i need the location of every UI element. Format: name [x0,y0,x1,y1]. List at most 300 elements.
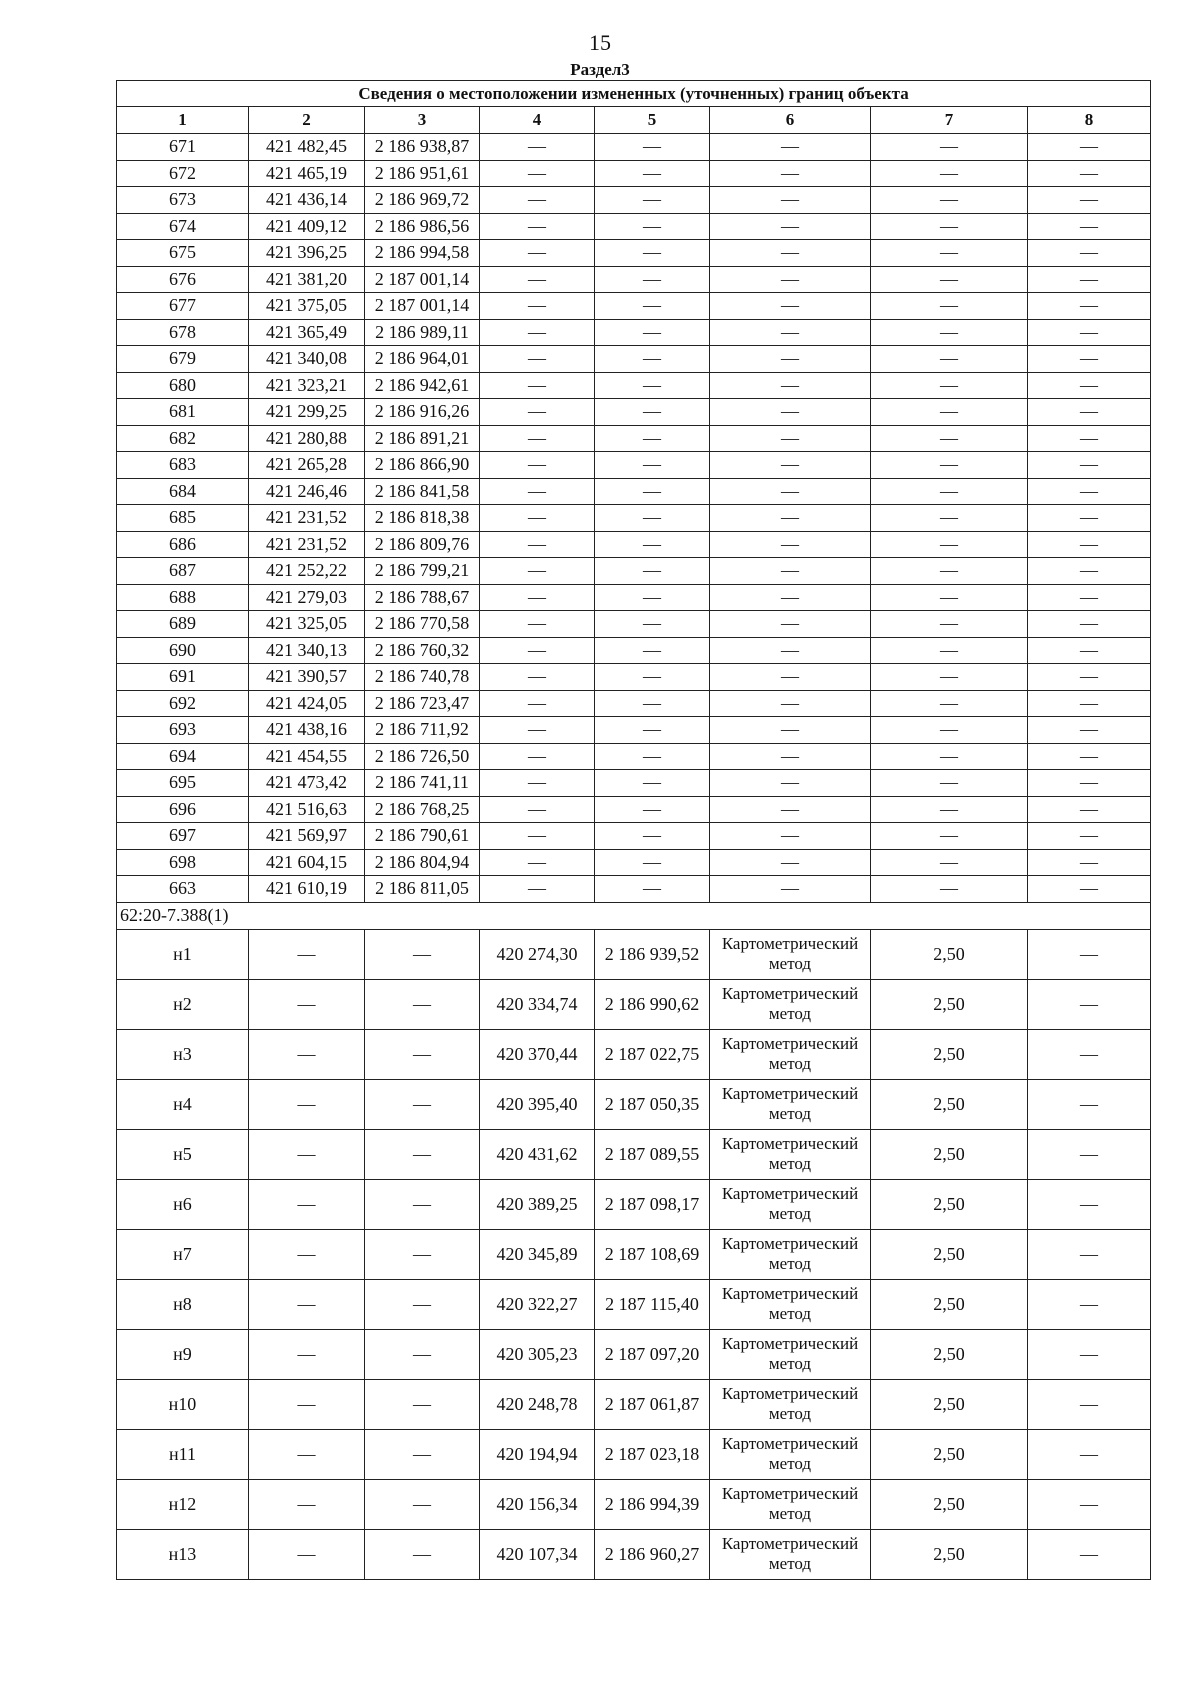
cell-description: — [1028,452,1151,479]
cell-point-number: н11 [117,1429,249,1479]
cell-precision: — [871,134,1028,161]
cell-new-x: — [480,584,595,611]
cell-description: — [1028,531,1151,558]
cell-new-x: 420 389,25 [480,1179,595,1229]
cell-point-number: 675 [117,240,249,267]
cell-method: — [710,505,871,532]
cell-new-x: 420 194,94 [480,1429,595,1479]
cell-existing-x: 421 231,52 [249,531,365,558]
existing-points-body [117,134,1151,903]
cell-new-y: 2 186 960,27 [595,1529,710,1579]
cell-existing-x: — [249,1429,365,1479]
cell-precision: — [871,505,1028,532]
cell-new-x: — [480,187,595,214]
table-row [117,505,1151,532]
cell-new-y: 2 187 023,18 [595,1429,710,1479]
cell-new-y: 2 186 994,39 [595,1479,710,1529]
cell-description: — [1028,979,1151,1029]
cell-point-number: 695 [117,770,249,797]
table-row [117,1229,1151,1279]
cell-description: — [1028,213,1151,240]
cell-method: — [710,372,871,399]
table-row [117,1279,1151,1329]
cell-precision: 2,50 [871,1079,1028,1129]
cell-precision: — [871,266,1028,293]
cell-existing-x: 421 436,14 [249,187,365,214]
cell-precision: — [871,690,1028,717]
cell-precision: 2,50 [871,1279,1028,1329]
cell-description: — [1028,1529,1151,1579]
cell-description: — [1028,1229,1151,1279]
cell-new-y: — [595,266,710,293]
cell-new-x: — [480,690,595,717]
cell-existing-x: 421 454,55 [249,743,365,770]
cell-precision: — [871,399,1028,426]
cell-new-y: — [595,452,710,479]
cell-point-number: н2 [117,979,249,1029]
cell-method: Картометрический метод [710,1329,871,1379]
cell-point-number: 673 [117,187,249,214]
cell-precision: — [871,346,1028,373]
cell-new-x: — [480,531,595,558]
cell-point-number: 685 [117,505,249,532]
table-row [117,637,1151,664]
cell-existing-y: 2 186 866,90 [365,452,480,479]
cell-existing-x: 421 409,12 [249,213,365,240]
column-header: 4 [480,107,595,134]
cell-existing-x: 421 252,22 [249,558,365,585]
cell-method: — [710,690,871,717]
cell-existing-x: 421 438,16 [249,717,365,744]
cell-description: — [1028,346,1151,373]
table-row [117,399,1151,426]
table-row [117,929,1151,979]
cell-new-y: — [595,346,710,373]
cell-new-x: 420 431,62 [480,1129,595,1179]
cell-existing-y: 2 186 891,21 [365,425,480,452]
table-row [117,478,1151,505]
cell-precision: — [871,717,1028,744]
cell-method: — [710,160,871,187]
cell-existing-y: 2 186 964,01 [365,346,480,373]
cell-precision: — [871,849,1028,876]
table-row [117,584,1151,611]
cell-new-y: 2 187 022,75 [595,1029,710,1079]
cell-existing-x: 421 375,05 [249,293,365,320]
cell-new-y: — [595,478,710,505]
cell-new-x: — [480,372,595,399]
cell-point-number: 663 [117,876,249,903]
cell-new-y: 2 187 050,35 [595,1079,710,1129]
cell-method: — [710,637,871,664]
cell-new-x: — [480,266,595,293]
cell-point-number: 671 [117,134,249,161]
cell-new-x: 420 107,34 [480,1529,595,1579]
table-row [117,266,1151,293]
cell-description: — [1028,611,1151,638]
cell-method: — [710,823,871,850]
cell-existing-x: 421 396,25 [249,240,365,267]
cell-new-x: — [480,213,595,240]
cell-existing-y: 2 186 711,92 [365,717,480,744]
cell-precision: 2,50 [871,929,1028,979]
cell-existing-y: 2 186 809,76 [365,531,480,558]
cell-point-number: н7 [117,1229,249,1279]
column-header: 5 [595,107,710,134]
cell-description: — [1028,1429,1151,1479]
cell-precision: — [871,240,1028,267]
cell-existing-y: 2 186 788,67 [365,584,480,611]
cell-method: — [710,346,871,373]
cell-new-x: 420 395,40 [480,1079,595,1129]
group-label-row [117,902,1151,929]
cell-existing-x: 421 280,88 [249,425,365,452]
cell-description: — [1028,664,1151,691]
cell-existing-y: 2 186 969,72 [365,187,480,214]
cell-point-number: н6 [117,1179,249,1229]
cell-new-y: — [595,187,710,214]
table-row [117,160,1151,187]
cell-new-x: — [480,505,595,532]
cell-new-x: 420 248,78 [480,1379,595,1429]
cell-method: — [710,664,871,691]
cell-new-x: — [480,478,595,505]
cell-description: — [1028,823,1151,850]
cell-method: Картометрический метод [710,979,871,1029]
cell-precision: 2,50 [871,1329,1028,1379]
cell-description: — [1028,1379,1151,1429]
table-row [117,346,1151,373]
column-number-row [117,107,1151,134]
cell-method: Картометрический метод [710,1029,871,1079]
cell-method: Картометрический метод [710,929,871,979]
cell-method: — [710,266,871,293]
table-row [117,1129,1151,1179]
cell-new-x: — [480,611,595,638]
cell-point-number: 696 [117,796,249,823]
cell-precision: 2,50 [871,1179,1028,1229]
cell-point-number: 688 [117,584,249,611]
cell-point-number: н5 [117,1129,249,1179]
cell-new-x: — [480,796,595,823]
cell-precision: — [871,637,1028,664]
cell-new-x: 420 274,30 [480,929,595,979]
cell-point-number: 672 [117,160,249,187]
cell-existing-y: — [365,1229,480,1279]
cell-description: — [1028,743,1151,770]
cell-existing-x: 421 246,46 [249,478,365,505]
cell-new-x: — [480,743,595,770]
cell-existing-y: 2 186 723,47 [365,690,480,717]
cell-precision: — [871,876,1028,903]
section-title: Раздел3 [570,60,630,79]
cell-existing-x: — [249,1079,365,1129]
cell-method: — [710,319,871,346]
cell-new-y: 2 187 108,69 [595,1229,710,1279]
table-row [117,372,1151,399]
cell-new-x: 420 322,27 [480,1279,595,1329]
cell-existing-x: 421 390,57 [249,664,365,691]
cell-point-number: н3 [117,1029,249,1079]
cell-existing-y: 2 186 770,58 [365,611,480,638]
table-row [117,611,1151,638]
cell-new-x: — [480,849,595,876]
cell-new-x: — [480,637,595,664]
cell-new-x: 420 156,34 [480,1479,595,1529]
cell-new-x: — [480,160,595,187]
cell-existing-y: 2 186 768,25 [365,796,480,823]
boundary-coordinates-table [116,80,1151,1580]
cell-description: — [1028,876,1151,903]
cell-existing-y: — [365,1479,480,1529]
cell-precision: 2,50 [871,979,1028,1029]
cell-existing-y: — [365,1429,480,1479]
table-row [117,849,1151,876]
cell-description: — [1028,690,1151,717]
cell-new-y: 2 187 097,20 [595,1329,710,1379]
cell-new-y: — [595,611,710,638]
cell-method: Картометрический метод [710,1229,871,1279]
cell-existing-y: 2 186 986,56 [365,213,480,240]
cell-new-x: — [480,452,595,479]
cell-method: — [710,796,871,823]
cell-new-y: — [595,743,710,770]
cell-existing-y: — [365,1379,480,1429]
cell-existing-y: 2 186 741,11 [365,770,480,797]
cell-method: — [710,770,871,797]
cell-description: — [1028,505,1151,532]
cell-new-y: — [595,134,710,161]
cell-new-y: — [595,823,710,850]
table-row [117,1179,1151,1229]
cell-point-number: 698 [117,849,249,876]
cell-method: — [710,876,871,903]
cell-point-number: н1 [117,929,249,979]
cell-existing-x: — [249,1029,365,1079]
cell-existing-x: 421 516,63 [249,796,365,823]
page-number: 15 [589,30,611,55]
table-row [117,1329,1151,1379]
cell-existing-x: 421 465,19 [249,160,365,187]
cell-point-number: 683 [117,452,249,479]
cell-new-y: 2 187 098,17 [595,1179,710,1229]
table-row [117,319,1151,346]
cell-point-number: 679 [117,346,249,373]
cell-method: — [710,531,871,558]
cell-method: — [710,849,871,876]
cell-new-y: — [595,399,710,426]
cell-existing-y: 2 186 994,58 [365,240,480,267]
cell-new-y: — [595,770,710,797]
cell-method: Картометрический метод [710,1379,871,1429]
cell-description: — [1028,796,1151,823]
cell-existing-y: 2 186 799,21 [365,558,480,585]
cell-new-y: 2 187 115,40 [595,1279,710,1329]
cell-new-x: — [480,876,595,903]
cell-description: — [1028,1129,1151,1179]
cell-new-y: — [595,160,710,187]
cell-precision: 2,50 [871,1529,1028,1579]
cell-precision: — [871,187,1028,214]
cell-description: — [1028,584,1151,611]
cell-new-x: — [480,399,595,426]
table-row [117,770,1151,797]
cell-point-number: н10 [117,1379,249,1429]
cell-existing-y: 2 186 818,38 [365,505,480,532]
cell-new-x: — [480,717,595,744]
cell-existing-x: 421 231,52 [249,505,365,532]
cell-method: — [710,240,871,267]
cell-new-x: — [480,823,595,850]
cell-existing-x: 421 604,15 [249,849,365,876]
cell-existing-y: 2 186 740,78 [365,664,480,691]
cell-new-x: 420 305,23 [480,1329,595,1379]
cell-description: — [1028,478,1151,505]
cell-point-number: 681 [117,399,249,426]
table-row [117,690,1151,717]
cell-existing-y: — [365,979,480,1029]
table-caption-row [117,81,1151,107]
cell-existing-y: — [365,929,480,979]
cell-new-y: 2 187 061,87 [595,1379,710,1429]
cell-point-number: н8 [117,1279,249,1329]
cell-method: — [710,425,871,452]
cell-description: — [1028,293,1151,320]
cell-precision: 2,50 [871,1479,1028,1529]
group-label-body [117,902,1151,929]
cell-existing-x: 421 265,28 [249,452,365,479]
cell-precision: 2,50 [871,1129,1028,1179]
cell-new-x: — [480,558,595,585]
cell-existing-x: — [249,1329,365,1379]
cell-method: — [710,611,871,638]
cell-existing-y: 2 186 938,87 [365,134,480,161]
cell-point-number: 693 [117,717,249,744]
cell-new-y: — [595,372,710,399]
cell-new-x: — [480,425,595,452]
table-row [117,979,1151,1029]
cell-existing-y: — [365,1129,480,1179]
cell-description: — [1028,558,1151,585]
cell-existing-x: — [249,1129,365,1179]
cell-point-number: 686 [117,531,249,558]
cell-existing-y: — [365,1329,480,1379]
cell-method: Картометрический метод [710,1179,871,1229]
cell-existing-y: 2 186 989,11 [365,319,480,346]
cell-existing-x: — [249,1529,365,1579]
cell-existing-y: 2 186 841,58 [365,478,480,505]
cell-description: — [1028,637,1151,664]
cell-method: — [710,293,871,320]
cell-new-y: — [595,584,710,611]
cell-precision: — [871,558,1028,585]
cell-point-number: н13 [117,1529,249,1579]
cell-new-x: 420 345,89 [480,1229,595,1279]
cell-existing-x: 421 610,19 [249,876,365,903]
cell-new-y: — [595,531,710,558]
cell-existing-y: 2 186 726,50 [365,743,480,770]
cell-existing-x: 421 482,45 [249,134,365,161]
cell-precision: — [871,372,1028,399]
cell-existing-x: 421 424,05 [249,690,365,717]
cell-new-y: — [595,213,710,240]
cell-new-y: — [595,849,710,876]
cell-description: — [1028,134,1151,161]
cell-new-y: — [595,690,710,717]
cell-method: — [710,187,871,214]
cell-point-number: 692 [117,690,249,717]
cell-existing-x: — [249,929,365,979]
cell-existing-y: 2 186 916,26 [365,399,480,426]
cell-existing-x: 421 325,05 [249,611,365,638]
cell-method: Картометрический метод [710,1529,871,1579]
cell-new-y: — [595,796,710,823]
table-row [117,823,1151,850]
cell-new-y: — [595,505,710,532]
cell-existing-x: 421 299,25 [249,399,365,426]
cell-description: — [1028,1079,1151,1129]
table-caption: Сведения о местоположении измененных (уточненных) границ объекта [117,81,1151,107]
table-row [117,1379,1151,1429]
cell-new-y: — [595,293,710,320]
cell-existing-y: 2 186 811,05 [365,876,480,903]
column-header: 2 [249,107,365,134]
cell-method: Картометрический метод [710,1279,871,1329]
cell-description: — [1028,1029,1151,1079]
cell-method: — [710,558,871,585]
cell-existing-x: 421 473,42 [249,770,365,797]
cell-existing-x: 421 365,49 [249,319,365,346]
cell-existing-y: 2 186 942,61 [365,372,480,399]
cell-method: Картометрический метод [710,1429,871,1479]
table-row [117,452,1151,479]
cell-new-y: — [595,240,710,267]
cell-method: — [710,452,871,479]
table-row [117,1479,1151,1529]
column-header: 7 [871,107,1028,134]
cell-new-x: — [480,664,595,691]
cell-existing-x: 421 569,97 [249,823,365,850]
table-row [117,1429,1151,1479]
cell-existing-x: 421 381,20 [249,266,365,293]
cell-existing-y: — [365,1079,480,1129]
cell-precision: — [871,611,1028,638]
cell-precision: — [871,213,1028,240]
cell-existing-x: — [249,1229,365,1279]
cell-precision: — [871,531,1028,558]
cell-point-number: 690 [117,637,249,664]
cell-method: — [710,478,871,505]
cell-new-y: 2 186 939,52 [595,929,710,979]
cell-new-x: 420 334,74 [480,979,595,1029]
cell-method: — [710,743,871,770]
cell-existing-y: — [365,1529,480,1579]
cell-precision: — [871,452,1028,479]
cell-precision: — [871,293,1028,320]
cell-new-y: 2 186 990,62 [595,979,710,1029]
cell-point-number: 676 [117,266,249,293]
cell-description: — [1028,319,1151,346]
cell-new-y: 2 187 089,55 [595,1129,710,1179]
cell-existing-y: 2 187 001,14 [365,293,480,320]
cell-method: Картометрический метод [710,1129,871,1179]
cell-description: — [1028,849,1151,876]
cell-point-number: 687 [117,558,249,585]
cell-new-y: — [595,876,710,903]
new-points-body [117,929,1151,1579]
column-header: 3 [365,107,480,134]
cell-existing-x: 421 279,03 [249,584,365,611]
